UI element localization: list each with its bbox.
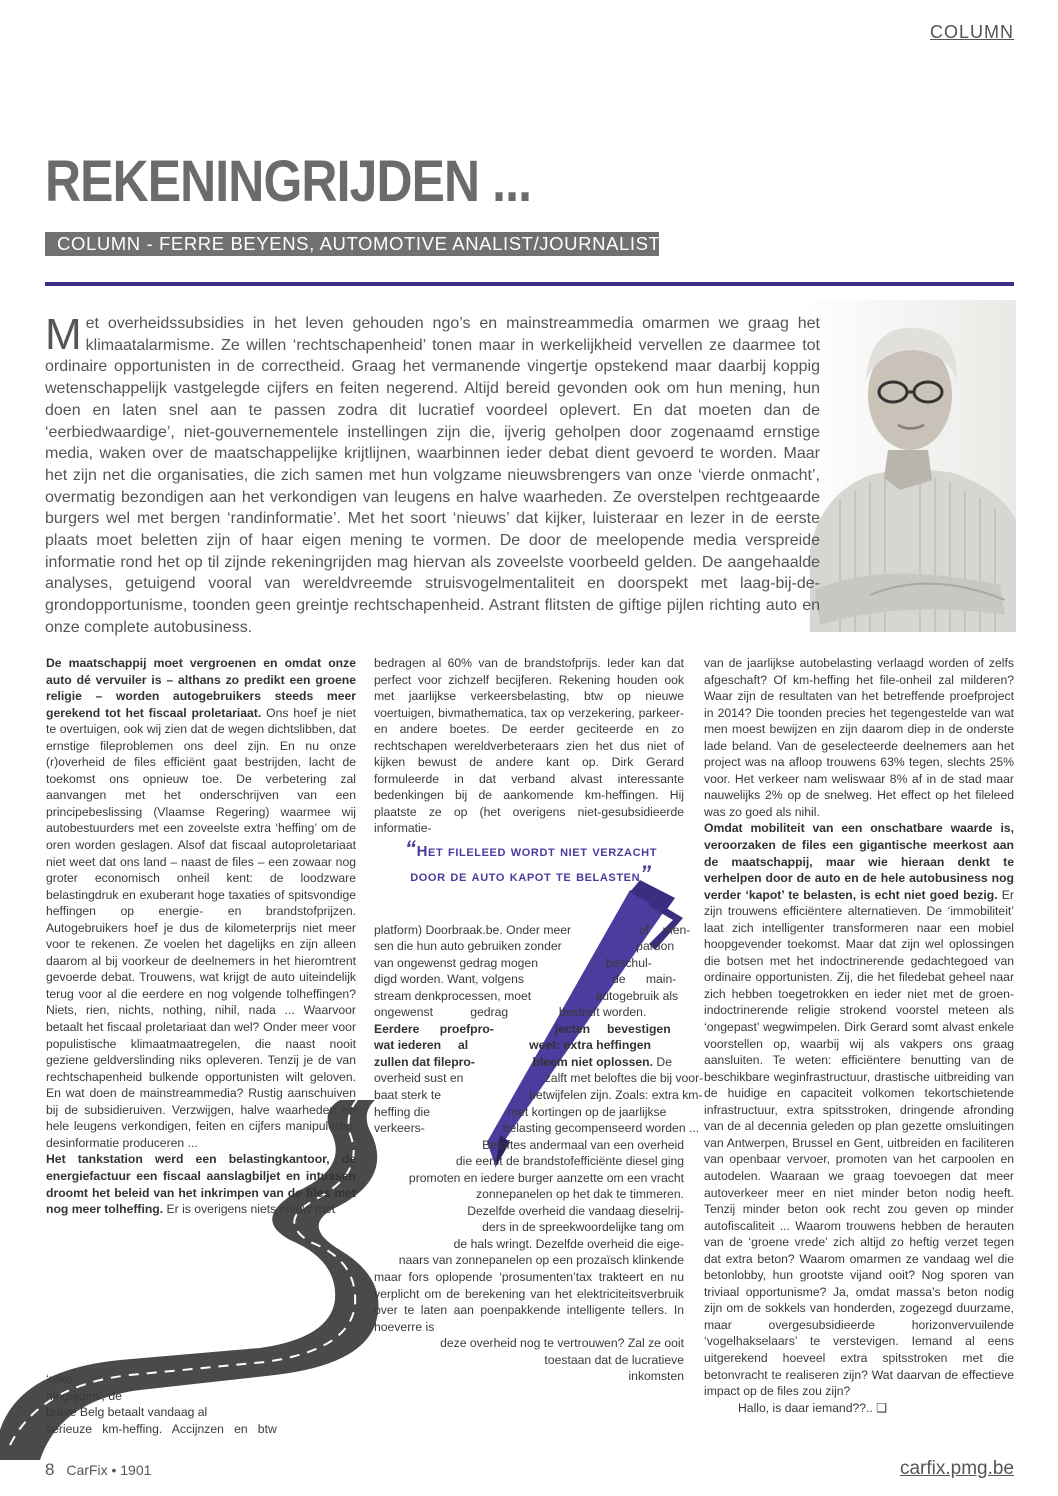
col2-line: inkomsten [628, 1369, 684, 1384]
col1-text: Ons hoef je niet te overtuigen, ook wij zien dat de wegen dichtslibben, dat ernstige fileproblemen ons deel zijn. En nu onze (r)overheid de files efficiënt gaat bestrijden, lacht de toekomst ons opnieuw toe. De verbetering zal aanvangen met het onderschrijven van een principebeslissing (Vlaamse Regering) waarmee wij autobestuurders met een zoveelste extra ‘heffing’ om de oren worden geslagen. Alsof dat fiscaal autoproletariaat niet weet dat ons land – naast de files – een zowaar nog groter economisch onheil kent: de loodzware belastingdruk en exuberant hoge taxaties of spitsvondige heffingen op energie- en brandstofprijzen. Autogebruikers hoef je dus de kilometerprijs niet meer voor te rekenen. Ze voelen het dagelijks en zijn alleen daarom al bij voorkeur de deelnemers in het hieromtrent gevoerde debat. Trouwens, wat krijgt de auto uiteindelijk terug voor al die eerdere en nog volgende tolheffingen? Niets, rien, nichts, nothing, nihil, nada ... Waarvoor betaalt het fiscaal proletariaat dan wel? Onder meer voor populistische klimaatmaatregelen, die naast nooit geziene geldverslinding niks opleveren. Tenzij je de van rechtschapenheid bulkende opportunisten wilt geloven. En wat doen de mainstreammedia? Rustig aanschuiven bij de subsidieruiven. Verzwijgen, halve waarheden en hele leugens verkondigen, feiten en cijfers manipuleren, desinformatie produceren ... [46, 705, 356, 1150]
col2-line: sen die hun auto gebruiken zonder pardon [374, 939, 675, 954]
col2-line: heffing die met kortingen op de jaarlijkse [374, 1104, 667, 1119]
tail-line: serieuze km-heffing. Accijnzen en btw [46, 1421, 277, 1436]
author-portrait [800, 300, 1016, 632]
col2-line: Beloftes andermaal van een overheid [482, 1137, 684, 1152]
tail-line: ‘reke- [46, 1372, 77, 1386]
col2-line: platform) Doorbraak.be. Onder meer of men- [374, 922, 691, 937]
column-1 [46, 655, 356, 1218]
col2-bold-line: zullen dat filepro- bleem niet oplossen. [374, 1054, 653, 1069]
col2-line: De [653, 1054, 672, 1069]
article-title: REKENINGRIJDEN ... [45, 149, 532, 214]
quote-line-2: door de auto kapot te belasten [410, 868, 641, 885]
footer-url-link[interactable]: carfix.pmg.be [899, 1458, 1014, 1479]
divider [45, 282, 1014, 286]
col2-line: baat sterk te betwijfelen zijn. Zoals: extra km- [374, 1088, 703, 1103]
intro-text: et overheidssubsidies in het leven gehouden ngo’s en mainstreammedia omarmen we graag het klimaatalarmisme. Ze willen ‘rechtschapenheid’ tonen maar in werkelijkheid vervellen ze daarmee tot ordinaire opportunisten in de correctheid. Graag het vermanende vingertje opstekend maar daarbij koppig wetenschappelijk vastgelegde cijfers en feiten negerend. Altijd bereid gevonden ook om hun mening, hun doen en laten snel aan te passen zodra dit lucratief voordeel oplevert. En dat moeten dan de ‘eerbiedwaardige’, niet-gouvernementele instellingen zijn die, ijverig geholpen door zogenaamd ernstige media, waken over de maatschappelijke krijtlijnen, waarbinnen ieder debat dient gevoerd te worden. Maar het zijn net die organisaties, die zich samen met hun volgzame nieuwsbrengers van onze ‘vierde onmacht’, overmatig bezondigen aan het verkondigen van leugens en halve waarheden. Ze overstelpen rechtgeaarde burgers wel met bergen ‘randinformatie’. Met het soort ‘nieuws’ dat kijker, luisteraar en lezer in de eerste plaats moet beletten zijn of haar eigen mening te vormen. De door de meelopende media verspreide informatie rond het op til zijnde rekeningrijden mag hiervan als zoveelste voorbeeld gelden. De aangehaalde analyses, getuigend vooral van wereldvreemde struisvogelmentaliteit en doorspekt met laag-bij-de-grondopportunisme, toonden geen greintje rechtschapenheid. Astrant flitsten de giftige pijlen richting auto en onze complete autobusiness. [45, 315, 820, 636]
end-mark-icon: ❑ [876, 1400, 888, 1415]
col1-lead-bold: De maatschappij moet vergroenen en omdat onze auto dé vervuiler is – althans zo predikt een groene religie – worden autogebruikers steeds meer gerekend tot het fiscaal proletariaat. [46, 656, 356, 720]
col2-line: deze overheid nog te vertrouwen? Zal ze ooit [440, 1336, 684, 1351]
footer-left [45, 1460, 151, 1480]
col2-line: toestaan dat de lucratieve [544, 1352, 684, 1367]
col2-line: zonnepanelen op het dak te timmeren. [475, 1187, 684, 1202]
column-2-top: bedragen al 60% van de brandstofprijs. Ieder kan dat perfect voor zichzelf becijferen. Rekening houden ook met jaarlijkse verkeersbelasting, btw op nieuwe voertuigen, bivmathematica, tax op verzekering, parkeer- en andere boetes. De eerder geciteerde en zo rechtschapen wereldverbeteraars zien het dus niet of kijken bewust de andere kant op. Dirk Gerard formuleerde in dat verband alvast interessante bedenkingen bij de aankomende km-heffingen. Hij plaatste ze op (het overigens niet-gesubsidieerde informatie- [374, 656, 684, 836]
col2-line: de hals wringt. Dezelfde overheid die eige- [453, 1236, 684, 1251]
tail-line: ningrijden’, de [46, 1388, 122, 1403]
pull-quote: “Het fileleed wordt niet verzacht door de auto kapot te belasten” [404, 836, 658, 886]
col2-line: die eerst de brandstofefficiënte diesel ging [455, 1154, 684, 1169]
col2-line: stream denkprocessen, moet autogebruik als [374, 988, 679, 1003]
column-3 [704, 655, 1014, 1416]
col2-line: verkeers- belasting gecompenseerd worden ... [374, 1121, 700, 1136]
col2-bold-line: Eerdere proefpro- jecten bevestigen [374, 1021, 671, 1036]
page-number: 8 [45, 1460, 55, 1479]
col3-bold: Omdat mobiliteit van een onschatbare waarde is, veroorzaken de files een gigantische meerkost aan de maatschappij, maar wie hieraan denkt te verhelpen door de auto en de hele autobusiness nog verder ‘kapot’ te belasten, is echt niet goed bezig. [704, 821, 1014, 902]
col2-bold-line: wat iederen al weet: extra heffingen [374, 1038, 651, 1053]
closing-line: Hallo, is daar iemand??.. [738, 1400, 873, 1415]
col2-line: ders in de spreekwoordelijke tang om [482, 1220, 684, 1235]
col2-line: overheid sust en zalft met beloftes die bij voor- [374, 1071, 704, 1086]
col2-line: Dezelfde overheid die vandaag dieselrij- [467, 1203, 684, 1218]
drop-cap: M [45, 310, 82, 359]
col3-text: van de jaarlijkse autobelasting verlaagd worden of zelfs afgeschaft? Of km-heffing het file-onheil zal milderen? Waar zijn de resultaten van het betreffende proefproject in 2014? Die toonden precies het tegengestelde van wat men moest bewijzen en zijn daarom diep in de onderste lade beland. Van de geselecteerde deelnemers aan het project was na afloop trouwens 63% tegen, slechts 25% voor. Het verkeer nam weliswaar 8% af in de stad maar nauwelijks 2% op de snelweg. Het effect op het fileleed was zo goed als nihil. [704, 656, 1014, 819]
col1-bold-2: Het tankstation werd een belastingkantoor, de energiefactuur een fiscaal aanslagbiljet en intussen droomt het beleid van het inkrimpen van de files met nog meer tolheffing. [46, 1152, 356, 1217]
byline: COLUMN - FERRE BEYENS, AUTOMOTIVE ANALIST/JOURNALIST [45, 232, 659, 256]
magazine-issue: CarFix • 1901 [66, 1462, 152, 1478]
quote-line-1: Het fileleed wordt niet verzacht [416, 843, 658, 860]
col1-text-2: Er is overigens niets nieuw met [163, 1202, 336, 1217]
column-1-tail [46, 1371, 282, 1437]
col2-line: ongewenst gedrag bestraft worden. [374, 1005, 647, 1020]
col2-line: van ongewenst gedrag mogen beschul- [374, 955, 652, 970]
col2-line: naars van zonnepanelen op een prozaïsch klinkende [398, 1253, 684, 1268]
tail-line: brave Belg betaalt vandaag al [46, 1405, 208, 1420]
col2-line: digd worden. Want, volgens de main- [374, 972, 677, 987]
column-2-body [374, 905, 704, 1401]
intro-paragraph [45, 310, 820, 639]
col2-line: promoten en iedere burger aanzette om een vracht [408, 1170, 684, 1185]
col2-line: maar fors oplopende ‘prosumenten’tax trakteert en nu verplicht om de berekening van het elektriciteitsverbruik over te laten aan poenpakkende intelligente tellers. In hoeverre is [374, 1270, 684, 1334]
col3-text-2: Er zijn trouwens efficiëntere alternatieven. De ‘immobiliteit’ laat zich intelligenter transformeren naar een mobiel hoopgevender toekomst. Maar dat zijn wel oplossingen die botsen met het indoctrinerende gedachtegoed van ordinaire opportunisten. Zij, die het filedebat geheel naar zich hebben toegetrokken en ieder niet met de groen-indoctrinerende religie strokend voorstel meteen als ‘ongepast’ wegwimpelen. Dirk Gerard somt alvast enkele voorstellen op, waarbij wij als vakpers ons graag aansluiten. Te weten: efficiëntere benutting van de beschikbare weginfrastructuur, drastische uitbreiding van de huidige en capaciteit volkomen tekortschietende infrastructuur, extra spitsstroken, dringende afronding van de al decennia geleden op plan gezette omsluitingen van Antwerpen, Brussel en Gent, uitbreiden en faciliteren van openbaar vervoer, promoten van het carpoolen en autodelen. Waaraan we graag toevoegen dat meer autoverkeer meer en niet minder beton nodig heeft. Tenzij minder beton ook recht zou geven op minder autofiscaliteit ... Waarom trouwens hebben de herauten van de ‘groene vrede’ zich altijd zo heftig verzet tegen dat extra beton? Waarom omarmen ze vandaag wel die betonlobby, hun grootste vijand ooit? Nog sporen van triviaal opportunisme? Ja, omdat massa’s beton nodig zijn om de sokkels van honderden, zogezegd duurzame, maar overgesubsidieerde horizonvervuilende ‘vogelhakselaars’ te verstevigen. Iemand al eens uitgerekend hoeveel extra spitsstroken met die betonvracht te realiseren zijn? Wat daarvan de effectieve impact op de files zou zijn? [704, 887, 1014, 1399]
section-tag: COLUMN [929, 22, 1014, 42]
